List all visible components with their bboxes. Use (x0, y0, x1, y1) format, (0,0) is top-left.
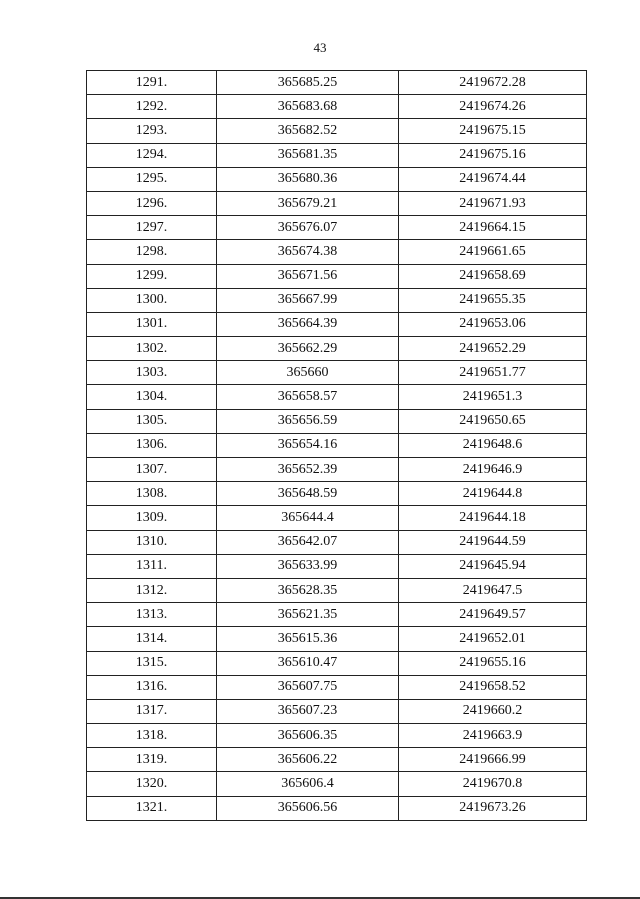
table-row (87, 71, 587, 95)
x-coordinate-cell: 365674.38 (217, 240, 399, 264)
x-coordinate-cell: 365660 (217, 361, 399, 385)
x-coordinate-cell: 365606.22 (217, 748, 399, 772)
y-coordinate-cell: 2419663.9 (399, 724, 587, 748)
table-row (87, 675, 587, 699)
point-number-cell: 1293. (87, 119, 217, 143)
point-number-cell: 1300. (87, 288, 217, 312)
y-coordinate-cell: 2419675.16 (399, 143, 587, 167)
y-coordinate-cell: 2419675.15 (399, 119, 587, 143)
point-number-cell: 1315. (87, 651, 217, 675)
table-row (87, 699, 587, 723)
x-coordinate-cell: 365656.59 (217, 409, 399, 433)
y-coordinate-cell: 2419672.28 (399, 71, 587, 95)
y-coordinate-cell: 2419674.26 (399, 95, 587, 119)
y-coordinate-cell: 2419655.35 (399, 288, 587, 312)
y-coordinate-cell: 2419644.18 (399, 506, 587, 530)
point-number-cell: 1319. (87, 748, 217, 772)
y-coordinate-cell: 2419674.44 (399, 167, 587, 191)
point-number-cell: 1305. (87, 409, 217, 433)
table-row (87, 119, 587, 143)
point-number-cell: 1307. (87, 458, 217, 482)
x-coordinate-cell: 365607.75 (217, 675, 399, 699)
x-coordinate-cell: 365644.4 (217, 506, 399, 530)
point-number-cell: 1296. (87, 191, 217, 215)
x-coordinate-cell: 365681.35 (217, 143, 399, 167)
table-row (87, 627, 587, 651)
point-number-cell: 1312. (87, 578, 217, 602)
y-coordinate-cell: 2419644.59 (399, 530, 587, 554)
x-coordinate-cell: 365679.21 (217, 191, 399, 215)
x-coordinate-cell: 365685.25 (217, 71, 399, 95)
x-coordinate-cell: 365676.07 (217, 216, 399, 240)
x-coordinate-cell: 365662.29 (217, 337, 399, 361)
point-number-cell: 1298. (87, 240, 217, 264)
y-coordinate-cell: 2419661.65 (399, 240, 587, 264)
point-number-cell: 1313. (87, 603, 217, 627)
table-row (87, 724, 587, 748)
point-number-cell: 1295. (87, 167, 217, 191)
point-number-cell: 1311. (87, 554, 217, 578)
x-coordinate-cell: 365654.16 (217, 433, 399, 457)
coordinates-table (86, 70, 587, 821)
y-coordinate-cell: 2419655.16 (399, 651, 587, 675)
y-coordinate-cell: 2419673.26 (399, 796, 587, 820)
table-row (87, 796, 587, 820)
table-row (87, 748, 587, 772)
table-row (87, 361, 587, 385)
point-number-cell: 1321. (87, 796, 217, 820)
point-number-cell: 1318. (87, 724, 217, 748)
y-coordinate-cell: 2419645.94 (399, 554, 587, 578)
y-coordinate-cell: 2419652.29 (399, 337, 587, 361)
point-number-cell: 1297. (87, 216, 217, 240)
point-number-cell: 1294. (87, 143, 217, 167)
y-coordinate-cell: 2419647.5 (399, 578, 587, 602)
y-coordinate-cell: 2419652.01 (399, 627, 587, 651)
point-number-cell: 1302. (87, 337, 217, 361)
y-coordinate-cell: 2419648.6 (399, 433, 587, 457)
point-number-cell: 1308. (87, 482, 217, 506)
x-coordinate-cell: 365606.56 (217, 796, 399, 820)
table-row (87, 312, 587, 336)
x-coordinate-cell: 365610.47 (217, 651, 399, 675)
table-row (87, 95, 587, 119)
x-coordinate-cell: 365606.4 (217, 772, 399, 796)
x-coordinate-cell: 365667.99 (217, 288, 399, 312)
table-row (87, 167, 587, 191)
x-coordinate-cell: 365682.52 (217, 119, 399, 143)
x-coordinate-cell: 365648.59 (217, 482, 399, 506)
x-coordinate-cell: 365652.39 (217, 458, 399, 482)
table-row (87, 482, 587, 506)
page-number: 43 (313, 40, 327, 55)
y-coordinate-cell: 2419650.65 (399, 409, 587, 433)
point-number-cell: 1317. (87, 699, 217, 723)
point-number-cell: 1320. (87, 772, 217, 796)
x-coordinate-cell: 365607.23 (217, 699, 399, 723)
point-number-cell: 1292. (87, 95, 217, 119)
point-number-cell: 1304. (87, 385, 217, 409)
y-coordinate-cell: 2419651.77 (399, 361, 587, 385)
x-coordinate-cell: 365664.39 (217, 312, 399, 336)
y-coordinate-cell: 2419658.52 (399, 675, 587, 699)
x-coordinate-cell: 365621.35 (217, 603, 399, 627)
table-row (87, 409, 587, 433)
x-coordinate-cell: 365633.99 (217, 554, 399, 578)
table-row (87, 191, 587, 215)
point-number-cell: 1299. (87, 264, 217, 288)
y-coordinate-cell: 2419646.9 (399, 458, 587, 482)
point-number-cell: 1301. (87, 312, 217, 336)
point-number-cell: 1306. (87, 433, 217, 457)
y-coordinate-cell: 2419664.15 (399, 216, 587, 240)
point-number-cell: 1316. (87, 675, 217, 699)
x-coordinate-cell: 365683.68 (217, 95, 399, 119)
table-row (87, 240, 587, 264)
table-row (87, 578, 587, 602)
table-row (87, 385, 587, 409)
table-row (87, 264, 587, 288)
y-coordinate-cell: 2419651.3 (399, 385, 587, 409)
y-coordinate-cell: 2419644.8 (399, 482, 587, 506)
table-row (87, 143, 587, 167)
point-number-cell: 1303. (87, 361, 217, 385)
y-coordinate-cell: 2419671.93 (399, 191, 587, 215)
point-number-cell: 1310. (87, 530, 217, 554)
y-coordinate-cell: 2419670.8 (399, 772, 587, 796)
x-coordinate-cell: 365680.36 (217, 167, 399, 191)
table-row (87, 530, 587, 554)
point-number-cell: 1291. (87, 71, 217, 95)
y-coordinate-cell: 2419666.99 (399, 748, 587, 772)
x-coordinate-cell: 365658.57 (217, 385, 399, 409)
y-coordinate-cell: 2419653.06 (399, 312, 587, 336)
x-coordinate-cell: 365628.35 (217, 578, 399, 602)
y-coordinate-cell: 2419660.2 (399, 699, 587, 723)
table-row (87, 458, 587, 482)
x-coordinate-cell: 365671.56 (217, 264, 399, 288)
table-row (87, 554, 587, 578)
y-coordinate-cell: 2419649.57 (399, 603, 587, 627)
x-coordinate-cell: 365615.36 (217, 627, 399, 651)
table-row (87, 433, 587, 457)
table-row (87, 288, 587, 312)
point-number-cell: 1314. (87, 627, 217, 651)
x-coordinate-cell: 365642.07 (217, 530, 399, 554)
point-number-cell: 1309. (87, 506, 217, 530)
x-coordinate-cell: 365606.35 (217, 724, 399, 748)
table-row (87, 603, 587, 627)
table-row (87, 337, 587, 361)
table-row (87, 506, 587, 530)
y-coordinate-cell: 2419658.69 (399, 264, 587, 288)
coordinates-table-body (87, 71, 587, 821)
table-row (87, 772, 587, 796)
table-row (87, 216, 587, 240)
table-row (87, 651, 587, 675)
